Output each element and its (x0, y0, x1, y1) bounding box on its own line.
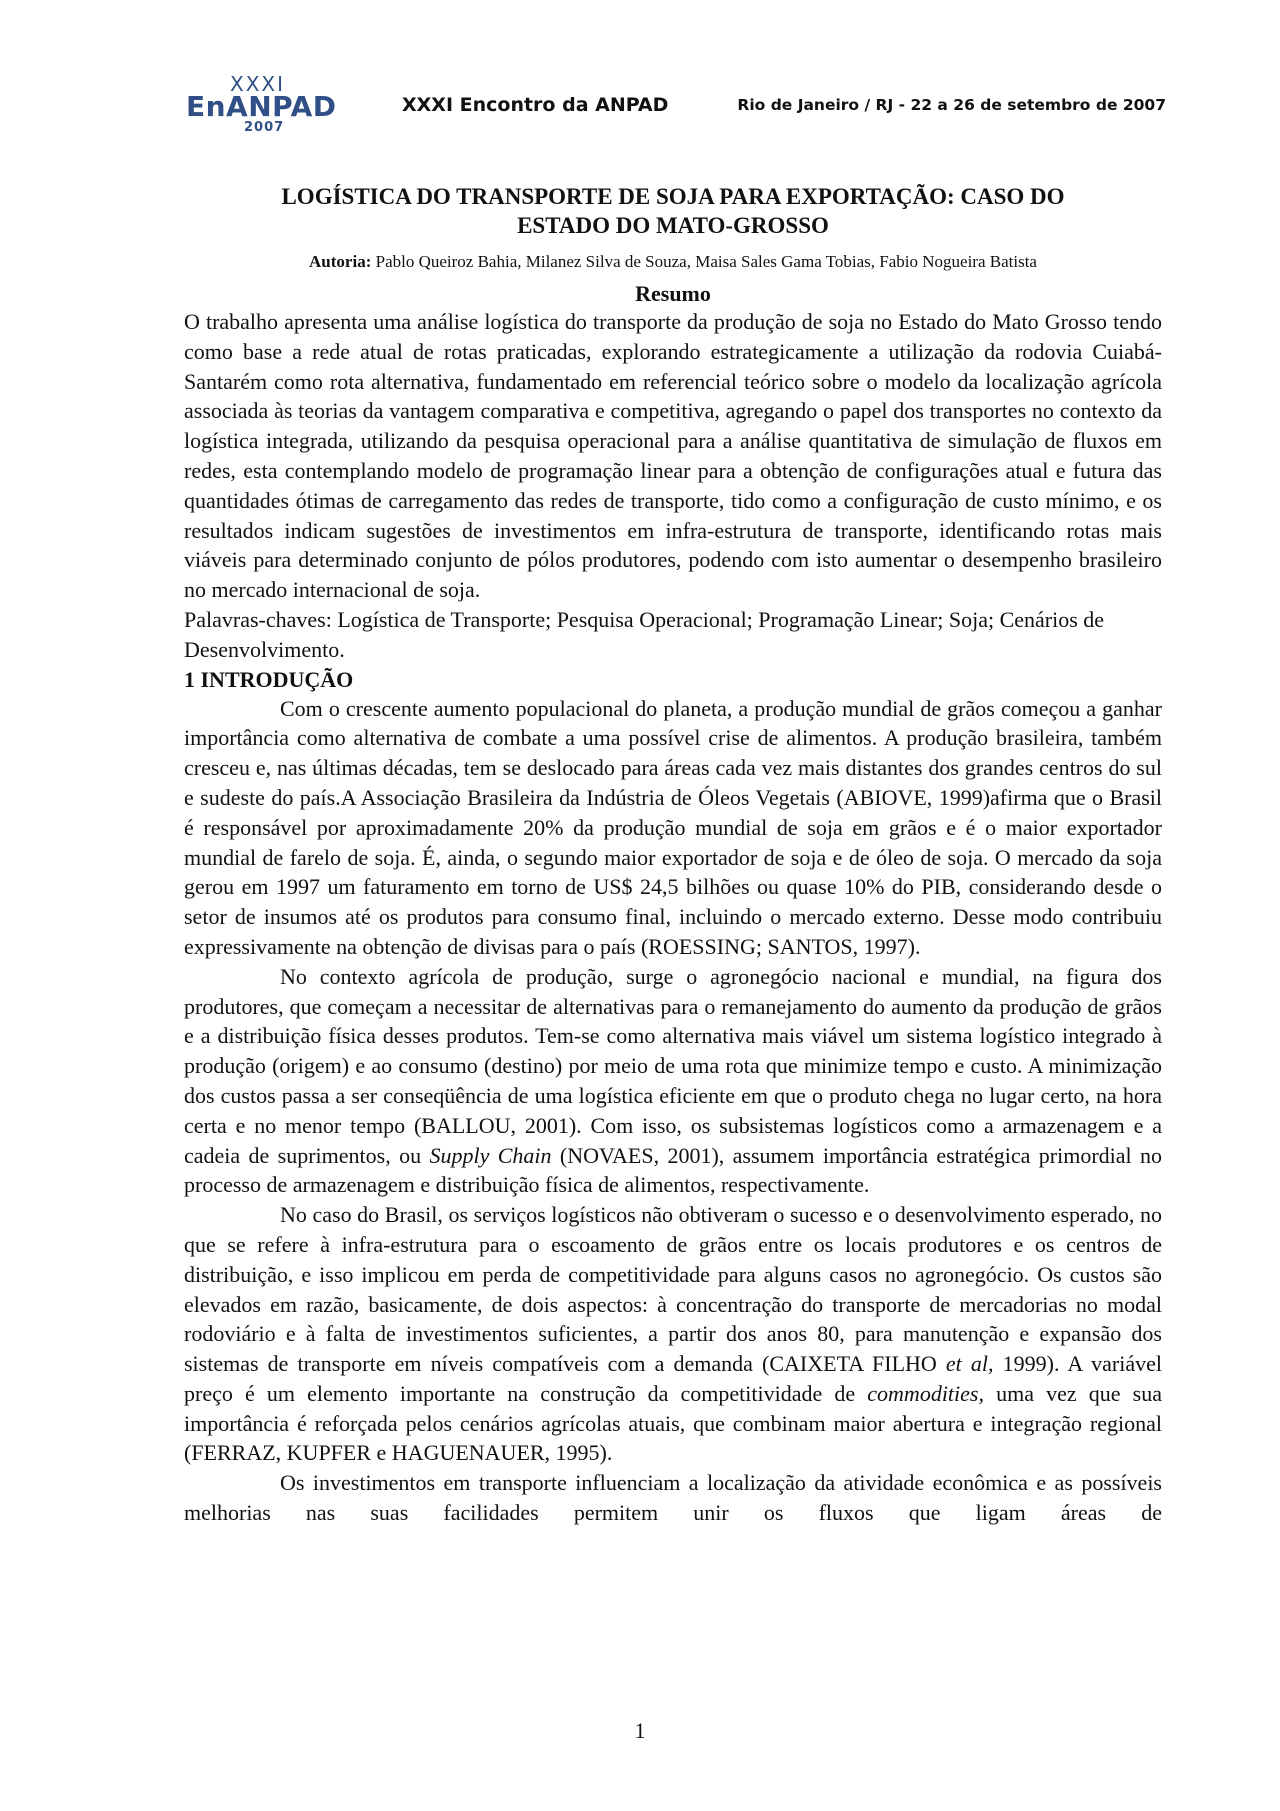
authors-label: Autoria: (309, 252, 372, 271)
intro-paragraph-1: Com o crescente aumento populacional do planeta, a produção mundial de grãos começou a ganhar importância como alternativa de combate a uma possível crise de alimentos. A produção brasileira, também cresceu e, nas últimas décadas, tem se deslocado para áreas cada vez mais distantes dos grandes centros do sul e sudeste do país.A Associação Brasileira da Indústria de Óleos Vegetais (ABIOVE, 1999)afirma que o Brasil é responsável por aproximadamente 20% da produção mundial de soja em grãos e é o maior exportador mundial de farelo de soja. É, ainda, o segundo maior exportador de soja e de óleo de soja. O mercado da soja gerou em 1997 um faturamento em torno de US$ 24,5 bilhões ou quase 10% do PIB, considerando desde o setor de insumos até os produtos para consumo final, incluindo o mercado externo. Desse modo contribuiu expressivamente na obtenção de divisas para o país (ROESSING; SANTOS, 1997). (184, 695, 1162, 959)
logo-roman-numeral: XXXI (230, 72, 286, 96)
p2-text-b: (NOVAES, 2001), assumem importância estratégica primordial no processo de armazenagem e distribuição física de alimentos, respectivamente. (184, 1142, 1162, 1198)
intro-paragraph-2 (184, 962, 1162, 1200)
page-number: 1 (634, 1718, 646, 1743)
authors-names: Pablo Queiroz Bahia, Milanez Silva de Souza, Maisa Sales Gama Tobias, Fabio Nogueira Batista (375, 252, 1037, 271)
keywords: Palavras-chaves: Logística de Transporte; Pesquisa Operacional; Programação Linear; Soja; Cenários de Desenvolvimento. (184, 606, 1105, 662)
intro-paragraph-3 (184, 1200, 1162, 1468)
p3-emphasis-1: et al, (945, 1351, 994, 1377)
paper-content (184, 182, 1162, 1528)
enanpad-logo (186, 74, 346, 134)
p3-emphasis-2: commodities, (867, 1380, 984, 1406)
p3-text-c: uma vez que sua importância é reforçada pelos cenários agrícolas atuais, que combinam maior abertura e integração regional (FERRAZ, KUPFER e HAGUENAUER, 1995). (184, 1380, 1162, 1466)
title-line-2: ESTADO DO MATO-GROSSO (517, 213, 829, 238)
abstract-text: O trabalho apresenta uma análise logística do transporte da produção de soja no Estado do Mato Grosso tendo como base a rede atual de rotas praticadas, explorando estrategicamente a utilização da rodovia Cuiabá-Santarém como rota alternativa, fundamentado em referencial teórico sobre o modelo da localização agrícola associada às teorias da vantagem comparativa e competitiva, agregando o papel dos transportes no contexto da logística integrada, utilizando da pesquisa operacional para a análise quantitativa de simulação de fluxos em redes, esta contemplando modelo de programação linear para a obtenção de configurações atual e futura das quantidades ótimas de carregamento das redes de transporte, tido como a configuração de custo mínimo, e os resultados indicam sugestões de investimentos em infra-estrutura de transporte, identificando rotas mais viáveis para determinado conjunto de pólos produtores, podendo com isto aumentar o desempenho brasileiro no mercado internacional de soja. (184, 309, 1162, 603)
introduction-heading: 1 INTRODUÇÃO (184, 666, 354, 692)
paper-title (224, 182, 1122, 240)
p2-text-a: No contexto agrícola de produção, surge o agronegócio nacional e mundial, na figura dos produtores, que começam a necessitar de alternativas para o remanejamento do aumento da produção de grãos e a distribuição física desses produtos. Tem-se como alternativa mais viável um sistema logístico integrado à produção (origem) e ao consumo (destino) por meio de uma rota que minimize tempo e custo. A minimização dos custos passa a ser conseqüência de uma logística eficiente em que o produto chega no lugar certo, na hora certa e no menor tempo (BALLOU, 2001). Com isso, os subsistemas logísticos como a armazenagem e a cadeia de suprimentos, ou (184, 963, 1162, 1168)
title-line-1: LOGÍSTICA DO TRANSPORTE DE SOJA PARA EXPORTAÇÃO: CASO DO (281, 184, 1065, 209)
p3-text-b: 1999). A variável preço é um elemento importante na construção da competitividade de (184, 1351, 1162, 1406)
logo-wordmark: EnANPAD (186, 90, 337, 123)
p2-emphasis: Supply Chain (429, 1142, 552, 1168)
page-header (182, 74, 1166, 134)
intro-paragraph-4: Os investimentos em transporte influenciam a localização da atividade econômica e as possíveis melhorias nas suas facilidades permitem unir os fluxos que ligam áreas de (184, 1470, 1162, 1526)
event-name: XXXI Encontro da ANPAD (402, 94, 669, 116)
p3-text-a: No caso do Brasil, os serviços logísticos não obtiveram o sucesso e o desenvolvimento esperado, no que se refere à infra-estrutura para o escoamento de grãos entre os locais produtores e os centros de distribuição, e isso implicou em perda de competitividade para alguns casos no agronegócio. Os custos são elevados em razão, basicamente, de dois aspectos: à concentração do transporte de mercadorias no modal rodoviário e à falta de investimentos suficientes, a partir dos anos 80, para manutenção e expansão dos sistemas de transporte em níveis compatíveis com a demanda (CAIXETA FILHO (184, 1202, 1162, 1377)
abstract-heading: Resumo (635, 281, 711, 306)
event-place-date: Rio de Janeiro / RJ - 22 a 26 de setembro de 2007 (737, 96, 1166, 114)
authors-line (184, 252, 1162, 272)
logo-year: 2007 (244, 120, 285, 135)
